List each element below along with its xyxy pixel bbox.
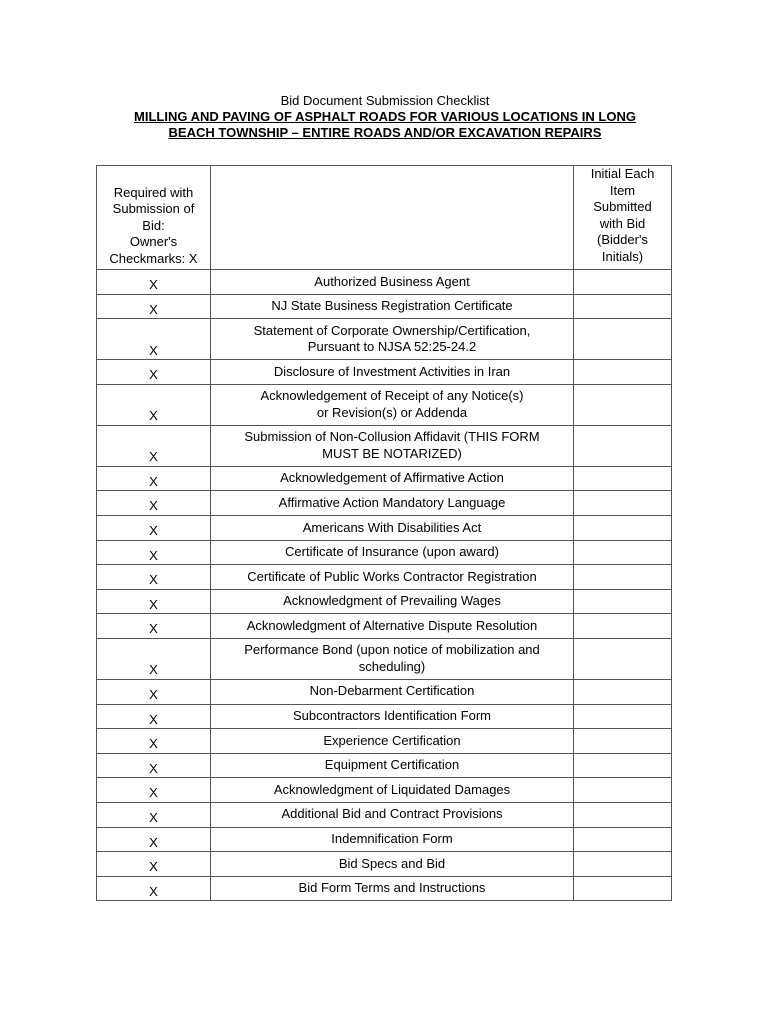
header-line: Submission of	[112, 201, 195, 216]
checklist-item	[211, 729, 574, 754]
owner-checkmark: X	[97, 319, 211, 360]
checklist-item	[211, 491, 574, 516]
checklist-item	[211, 679, 574, 704]
checklist-item-line: Bid Specs and Bid	[338, 855, 446, 871]
bidder-initials-field[interactable]	[574, 802, 672, 827]
bidder-initials-field[interactable]	[574, 589, 672, 614]
checklist-item	[211, 360, 574, 385]
checklist-item-line: Indemnification Form	[331, 831, 453, 847]
bidder-initials-field[interactable]	[574, 515, 672, 540]
table-row	[97, 614, 672, 639]
table-row	[97, 679, 672, 704]
table-row	[97, 589, 672, 614]
checklist-item-line: Submission of Non-Collusion Affidavit (THIS FORM	[244, 429, 540, 445]
bidder-initials-field[interactable]	[574, 565, 672, 590]
header-line: (Bidder's	[597, 232, 648, 247]
bidder-initials-field[interactable]	[574, 827, 672, 852]
checklist-item	[211, 589, 574, 614]
header-required-with-submission	[97, 166, 211, 270]
checklist-item-line: Certificate of Public Works Contractor Registration	[247, 568, 537, 584]
document-title: Bid Document Submission Checklist	[280, 93, 490, 108]
header-line: Submitted	[593, 199, 652, 214]
checklist-item-line: Acknowledgement of Affirmative Action	[280, 470, 504, 486]
owner-checkmark: X	[97, 565, 211, 590]
owner-checkmark: X	[97, 876, 211, 901]
owner-checkmark: X	[97, 802, 211, 827]
table-row	[97, 319, 672, 360]
checklist-item-line: Subcontractors Identification Form	[293, 708, 491, 724]
checklist-item	[211, 540, 574, 565]
table-header-row	[97, 166, 672, 270]
bidder-initials-field[interactable]	[574, 679, 672, 704]
header-bidder-initials	[574, 166, 672, 270]
owner-checkmark: X	[97, 466, 211, 491]
table-row	[97, 466, 672, 491]
owner-checkmark: X	[97, 778, 211, 803]
checklist-item	[211, 753, 574, 778]
table-row	[97, 753, 672, 778]
checklist-item	[211, 827, 574, 852]
table-row	[97, 778, 672, 803]
checklist-item	[211, 466, 574, 491]
table-row	[97, 827, 672, 852]
checklist-rows	[97, 270, 672, 901]
bidder-initials-field[interactable]	[574, 425, 672, 466]
bidder-initials-field[interactable]	[574, 294, 672, 319]
owner-checkmark: X	[97, 425, 211, 466]
checklist-item-line: Authorized Business Agent	[314, 273, 470, 289]
table-row	[97, 384, 672, 425]
checklist-item	[211, 638, 574, 679]
owner-checkmark: X	[97, 753, 211, 778]
header-line: Checkmarks: X	[109, 250, 198, 266]
table-row	[97, 802, 672, 827]
bidder-initials-field[interactable]	[574, 540, 672, 565]
table-row	[97, 876, 672, 901]
table-row	[97, 491, 672, 516]
bidder-initials-field[interactable]	[574, 491, 672, 516]
header-line: Owner's	[129, 234, 178, 249]
checklist-item-line: Performance Bond (upon notice of mobilization and	[244, 642, 540, 658]
owner-checkmark: X	[97, 852, 211, 877]
table-row	[97, 565, 672, 590]
header-item	[211, 166, 574, 270]
owner-checkmark: X	[97, 515, 211, 540]
checklist-item	[211, 614, 574, 639]
checklist-item-line: Acknowledgment of Alternative Dispute Resolution	[246, 617, 538, 633]
checklist-item-line: Disclosure of Investment Activities in Iran	[273, 363, 511, 379]
owner-checkmark: X	[97, 540, 211, 565]
checklist-item	[211, 852, 574, 877]
owner-checkmark: X	[97, 294, 211, 319]
checklist-item	[211, 384, 574, 425]
table-row	[97, 729, 672, 754]
checklist-item-line: MUST BE NOTARIZED)	[322, 445, 462, 461]
table-row	[97, 852, 672, 877]
checklist-item-line: Affirmative Action Mandatory Language	[278, 494, 506, 510]
table-row	[97, 540, 672, 565]
bidder-initials-field[interactable]	[574, 638, 672, 679]
header-line: Bid:	[142, 217, 165, 233]
checklist-item	[211, 270, 574, 295]
checklist-item	[211, 515, 574, 540]
checklist-item-line: Additional Bid and Contract Provisions	[281, 806, 503, 822]
submission-checklist-table	[96, 165, 672, 901]
checklist-item	[211, 294, 574, 319]
bidder-initials-field[interactable]	[574, 729, 672, 754]
owner-checkmark: X	[97, 827, 211, 852]
checklist-item	[211, 319, 574, 360]
table-row	[97, 704, 672, 729]
owner-checkmark: X	[97, 729, 211, 754]
checklist-item-line: Bid Form Terms and Instructions	[298, 880, 486, 896]
owner-checkmark: X	[97, 384, 211, 425]
checklist-item	[211, 802, 574, 827]
checklist-item	[211, 425, 574, 466]
project-title-line: MILLING AND PAVING OF ASPHALT ROADS FOR VARIOUS LOCATIONS IN LONG	[134, 109, 636, 124]
header-line: Initial Each	[590, 166, 655, 181]
bidder-initials-field[interactable]	[574, 852, 672, 877]
bidder-initials-field[interactable]	[574, 360, 672, 385]
bidder-initials-field[interactable]	[574, 704, 672, 729]
checklist-item-line: Pursuant to NJSA 52:25-24.2	[307, 339, 477, 355]
bidder-initials-field[interactable]	[574, 319, 672, 360]
checklist-item-line: Certificate of Insurance (upon award)	[285, 544, 499, 560]
checklist-item-line: Acknowledgement of Receipt of any Notice(s)	[260, 388, 524, 404]
header-line: Required with	[113, 184, 194, 200]
owner-checkmark: X	[97, 638, 211, 679]
owner-checkmark: X	[97, 704, 211, 729]
owner-checkmark: X	[97, 679, 211, 704]
header-line: Item	[609, 182, 636, 198]
checklist-item-line: Statement of Corporate Ownership/Certification,	[253, 322, 531, 338]
bidder-initials-field[interactable]	[574, 876, 672, 901]
bidder-initials-field[interactable]	[574, 384, 672, 425]
owner-checkmark: X	[97, 360, 211, 385]
table-row	[97, 294, 672, 319]
header-line: Initials)	[601, 248, 644, 264]
checklist-item-line: Non-Debarment Certification	[309, 683, 475, 699]
checklist-item	[211, 876, 574, 901]
checklist-item-line: scheduling)	[358, 658, 426, 674]
checklist-item	[211, 778, 574, 803]
checklist-item-line: Acknowledgment of Liquidated Damages	[273, 781, 511, 797]
project-title-line: BEACH TOWNSHIP – ENTIRE ROADS AND/OR EXCAVATION REPAIRS	[168, 125, 602, 140]
table-row	[97, 515, 672, 540]
owner-checkmark: X	[97, 270, 211, 295]
project-title	[0, 109, 770, 141]
checklist-item	[211, 704, 574, 729]
checklist-item-line: Acknowledgment of Prevailing Wages	[283, 593, 501, 609]
bidder-initials-field[interactable]	[574, 466, 672, 491]
owner-checkmark: X	[97, 491, 211, 516]
checklist-item-line: Experience Certification	[323, 732, 461, 748]
page-header	[0, 93, 770, 141]
checklist-item-line: NJ State Business Registration Certificate	[271, 298, 513, 314]
bidder-initials-field[interactable]	[574, 778, 672, 803]
bidder-initials-field[interactable]	[574, 753, 672, 778]
table-row	[97, 638, 672, 679]
header-line: with Bid	[599, 215, 646, 231]
table-row	[97, 425, 672, 466]
owner-checkmark: X	[97, 589, 211, 614]
checklist-item-line: Equipment Certification	[324, 757, 460, 773]
owner-checkmark: X	[97, 614, 211, 639]
table-row	[97, 360, 672, 385]
checklist-item	[211, 565, 574, 590]
checklist-item-line: Americans With Disabilities Act	[302, 519, 482, 535]
bidder-initials-field[interactable]	[574, 270, 672, 295]
checklist-item-line: or Revision(s) or Addenda	[316, 404, 468, 420]
table-row	[97, 270, 672, 295]
bidder-initials-field[interactable]	[574, 614, 672, 639]
